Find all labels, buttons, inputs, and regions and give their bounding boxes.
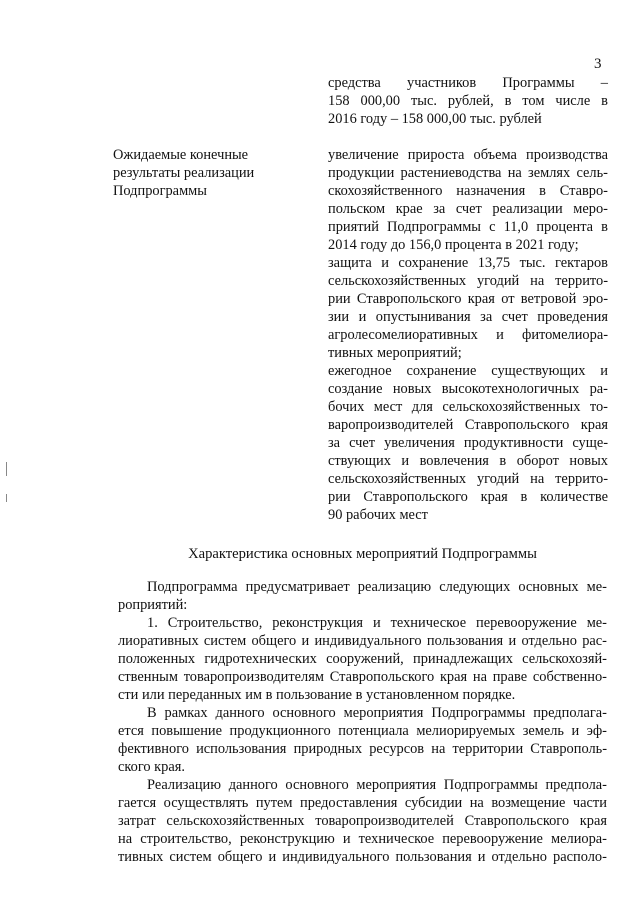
body-line: фективного использования природных ресурсов на территории Ставрополь-	[118, 741, 607, 757]
label-line: Подпрограммы	[113, 183, 207, 199]
body-line: гается осуществлять путем предоставления субсидии на возмещение части	[118, 795, 607, 811]
body-line: на строительство, реконструкцию и техническое перевооружение мелиора-	[118, 831, 607, 847]
body-line: В рамках данного основного мероприятия Подпрограммы предполага-	[147, 705, 607, 721]
results-line: польском крае за счет реализации меро-	[328, 201, 608, 217]
results-line: скохозяйственного назначения в Ставро-	[328, 183, 608, 199]
body-line: ственным товаропроизводителям Ставропольского края на праве собственно-	[118, 669, 607, 685]
scan-margin-mark	[6, 462, 7, 476]
results-line: сельскохозяйственных угодий на террито-	[328, 471, 608, 487]
finance-line: средства участников Программы –	[328, 75, 608, 91]
results-line: приятий Подпрограммы с 11,0 процента в	[328, 219, 608, 235]
body-line: Реализацию данного основного мероприятия Подпрограммы предпола-	[147, 777, 607, 793]
scan-margin-mark	[6, 494, 7, 502]
results-line: создание новых высокотехнологичных ра-	[328, 381, 608, 397]
results-line: за счет увеличения продуктивности суще-	[328, 435, 608, 451]
body-line: лиоративных систем общего и индивидуального пользования и отдельно рас-	[118, 633, 607, 649]
results-line: увеличение прироста объема производства	[328, 147, 608, 163]
results-line: рии Ставропольского края в количестве	[328, 489, 608, 505]
body-line: роприятий:	[118, 597, 188, 613]
body-line: сти или переданных им в пользование в установленном порядке.	[118, 687, 516, 703]
body-line: тивных систем общего и индивидуального пользования и отдельно располо-	[118, 849, 607, 865]
results-line: варопроизводителей Ставропольского края	[328, 417, 608, 433]
results-line: зии и опустынивания за счет проведения	[328, 309, 608, 325]
results-line: ствующих и вовлечения в оборот новых	[328, 453, 608, 469]
body-line: 1. Строительство, реконструкция и техническое перевооружение ме-	[147, 615, 607, 631]
finance-line: 2016 году – 158 000,00 тыс. рублей	[328, 111, 542, 127]
results-line: 2014 году до 156,0 процента в 2021 году;	[328, 237, 579, 253]
body-line: затрат сельскохозяйственных товаропроизводителей Ставропольского края	[118, 813, 607, 829]
results-line: защита и сохранение 13,75 тыс. гектаров	[328, 255, 608, 271]
label-line: результаты реализации	[113, 165, 255, 181]
body-line: Подпрограмма предусматривает реализацию следующих основных ме-	[147, 579, 607, 595]
results-line: 90 рабочих мест	[328, 507, 428, 523]
results-line: агролесомелиоративных и фитомелиора-	[328, 327, 608, 343]
body-line: положенных гидротехнических сооружений, принадлежащих сельскохозяй-	[118, 651, 607, 667]
results-line: продукции растениеводства на землях сель-	[328, 165, 608, 181]
results-line: бочих мест для сельскохозяйственных то-	[328, 399, 608, 415]
results-line: сельскохозяйственных угодий на террито-	[328, 273, 608, 289]
results-line: рии Ставропольского края от ветровой эро-	[328, 291, 608, 307]
body-line: ется повышение продукционного потенциала мелиорируемых земель и эф-	[118, 723, 607, 739]
page-number: 3	[594, 56, 602, 72]
section-heading: Характеристика основных мероприятий Подпрограммы	[188, 546, 537, 562]
results-line: тивных мероприятий;	[328, 345, 462, 361]
finance-line: 158 000,00 тыс. рублей, в том числе в	[328, 93, 608, 109]
label-line: Ожидаемые конечные	[113, 147, 249, 163]
body-line: ского края.	[118, 759, 185, 775]
results-line: ежегодное сохранение существующих и	[328, 363, 608, 379]
